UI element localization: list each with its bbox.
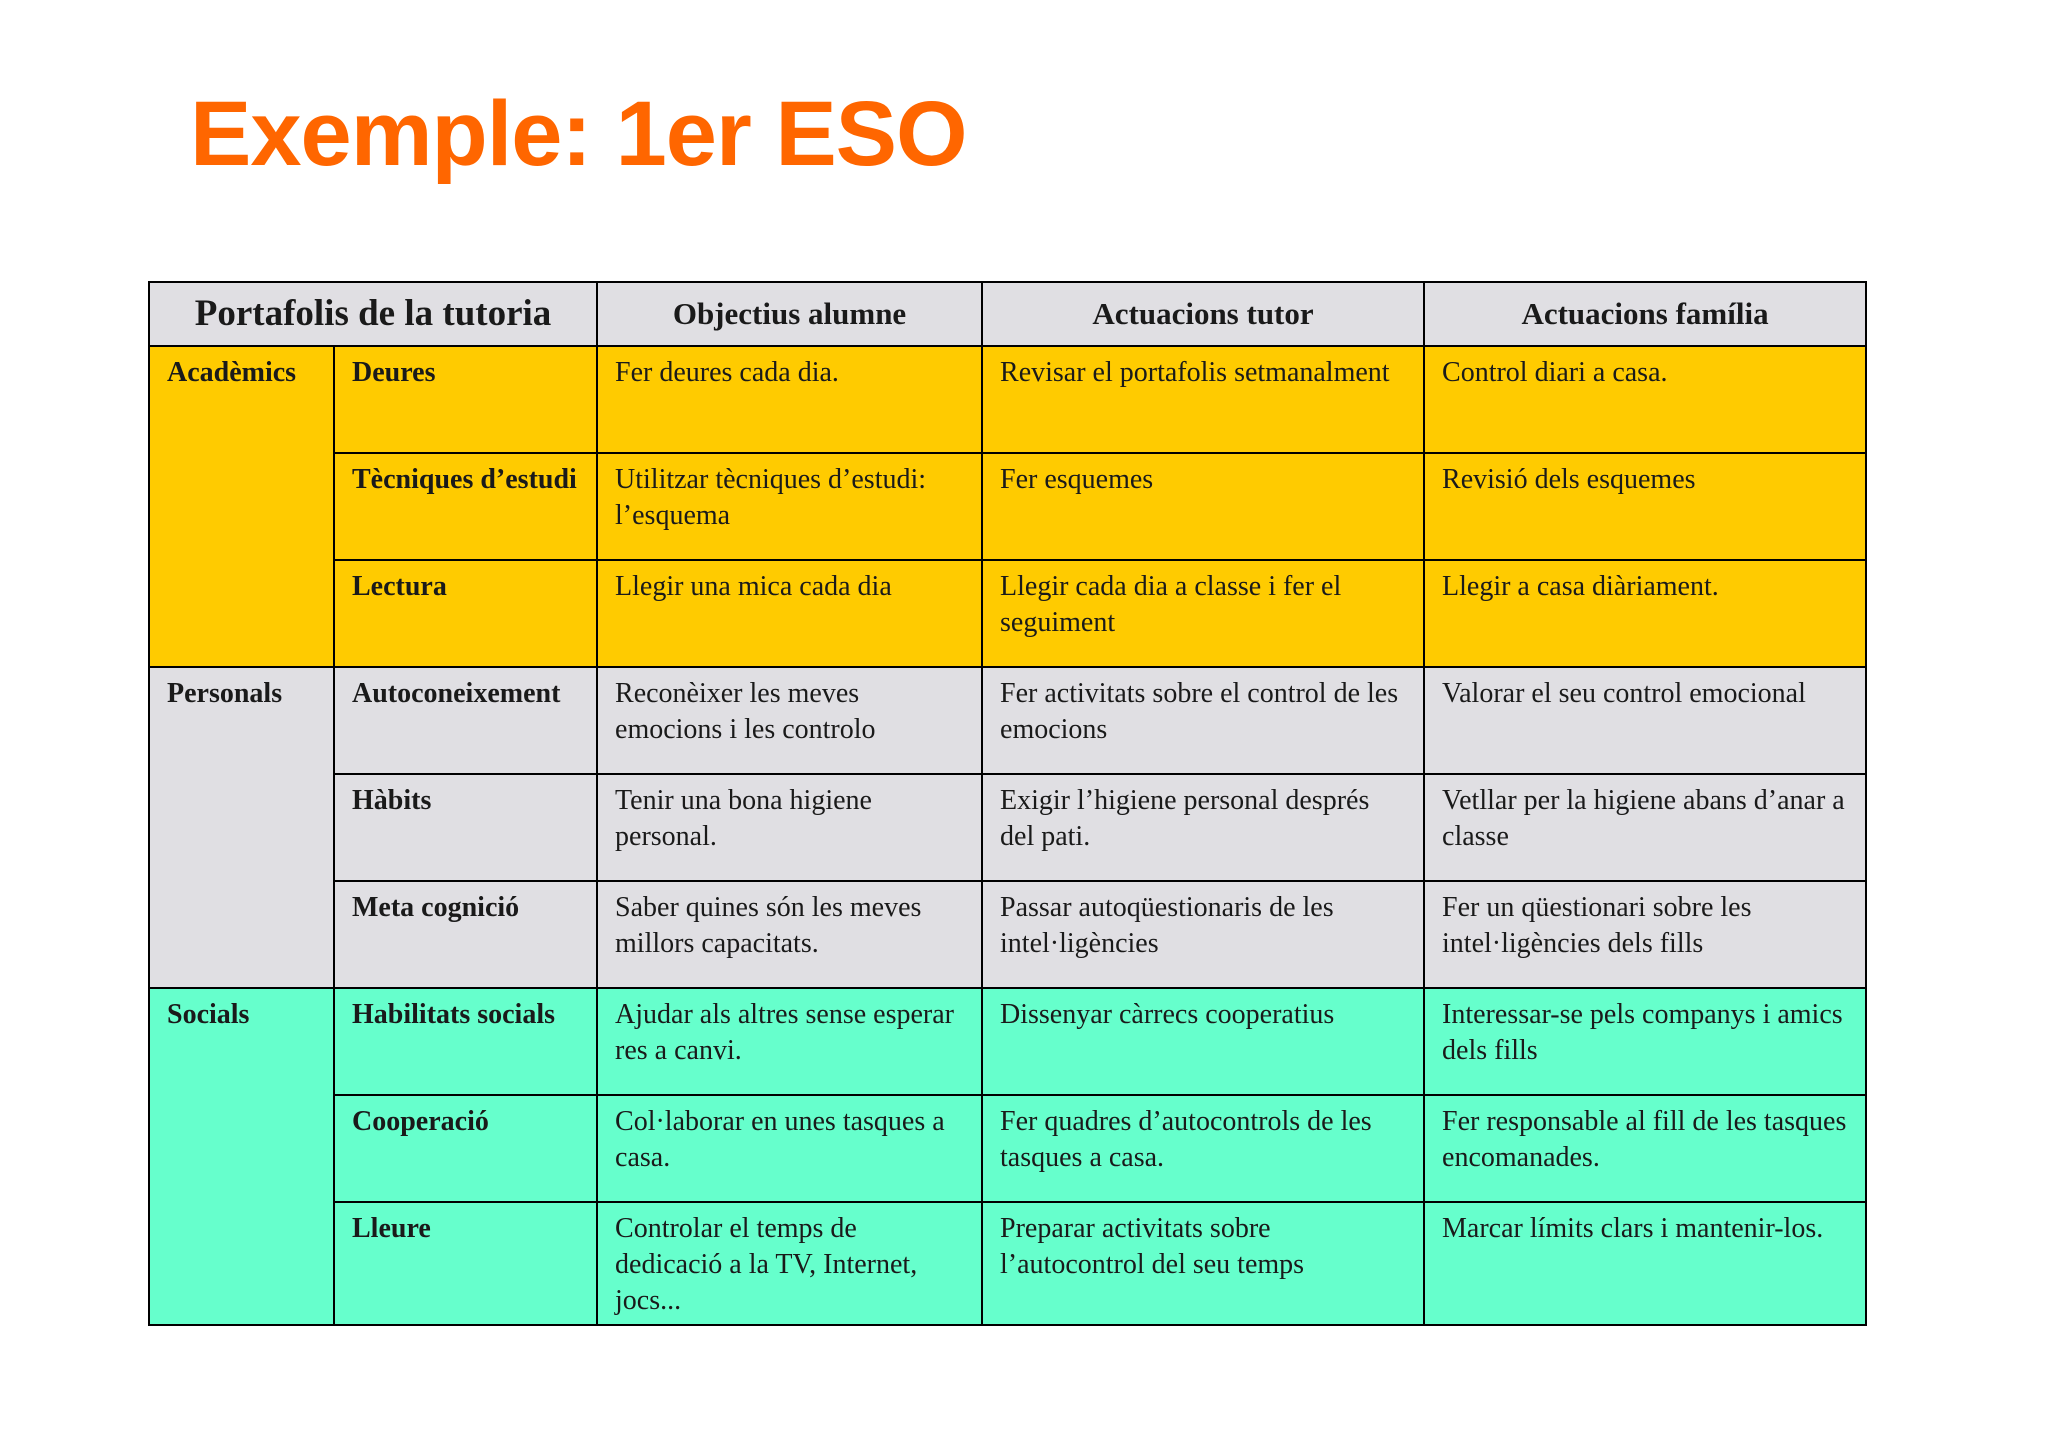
row-label: Lectura bbox=[334, 560, 597, 667]
objectius-cell: Saber quines són les meves millors capacitats. bbox=[597, 881, 982, 988]
table-row bbox=[149, 1202, 1866, 1325]
familia-cell: Valorar el seu control emocional bbox=[1424, 667, 1866, 774]
row-label: Cooperació bbox=[334, 1095, 597, 1202]
familia-cell: Llegir a casa diàriament. bbox=[1424, 560, 1866, 667]
table-row bbox=[149, 453, 1866, 560]
table-header-row bbox=[149, 282, 1866, 346]
objectius-cell: Llegir una mica cada dia bbox=[597, 560, 982, 667]
table-row bbox=[149, 560, 1866, 667]
objectius-cell: Reconèixer les meves emocions i les controlo bbox=[597, 667, 982, 774]
familia-cell: Marcar límits clars i mantenir-los. bbox=[1424, 1202, 1866, 1325]
row-label: Hàbits bbox=[334, 774, 597, 881]
group-label-personals: Personals bbox=[149, 667, 334, 988]
objectius-cell: Fer deures cada dia. bbox=[597, 346, 982, 453]
row-label: Tècniques d’estudi bbox=[334, 453, 597, 560]
header-objectius-alumne: Objectius alumne bbox=[597, 282, 982, 346]
table-row bbox=[149, 1095, 1866, 1202]
header-portfolio: Portafolis de la tutoria bbox=[149, 282, 597, 346]
row-label: Autoconeixement bbox=[334, 667, 597, 774]
objectius-cell: Col·laborar en unes tasques a casa. bbox=[597, 1095, 982, 1202]
familia-cell: Revisió dels esquemes bbox=[1424, 453, 1866, 560]
row-label: Meta cognició bbox=[334, 881, 597, 988]
table-row bbox=[149, 774, 1866, 881]
page-title: Exemple: 1er ESO bbox=[190, 83, 967, 185]
familia-cell: Vetllar per la higiene abans d’anar a classe bbox=[1424, 774, 1866, 881]
objectius-cell: Utilitzar tècniques d’estudi: l’esquema bbox=[597, 453, 982, 560]
portfolio-table bbox=[148, 281, 1867, 1326]
objectius-cell: Tenir una bona higiene personal. bbox=[597, 774, 982, 881]
tutor-cell: Fer quadres d’autocontrols de les tasques a casa. bbox=[982, 1095, 1424, 1202]
familia-cell: Control diari a casa. bbox=[1424, 346, 1866, 453]
familia-cell: Fer responsable al fill de les tasques encomanades. bbox=[1424, 1095, 1866, 1202]
table-row bbox=[149, 881, 1866, 988]
tutor-cell: Passar autoqüestionaris de les intel·ligències bbox=[982, 881, 1424, 988]
group-label-socials: Socials bbox=[149, 988, 334, 1325]
tutor-cell: Preparar activitats sobre l’autocontrol del seu temps bbox=[982, 1202, 1424, 1325]
familia-cell: Interessar-se pels companys i amics dels fills bbox=[1424, 988, 1866, 1095]
tutor-cell: Fer activitats sobre el control de les emocions bbox=[982, 667, 1424, 774]
row-label: Habilitats socials bbox=[334, 988, 597, 1095]
table-row bbox=[149, 346, 1866, 453]
header-actuacions-familia: Actuacions família bbox=[1424, 282, 1866, 346]
objectius-cell: Ajudar als altres sense esperar res a canvi. bbox=[597, 988, 982, 1095]
header-actuacions-tutor: Actuacions tutor bbox=[982, 282, 1424, 346]
group-label-academics: Acadèmics bbox=[149, 346, 334, 667]
objectius-cell: Controlar el temps de dedicació a la TV, Internet, jocs... bbox=[597, 1202, 982, 1325]
tutor-cell: Dissenyar càrrecs cooperatius bbox=[982, 988, 1424, 1095]
tutor-cell: Fer esquemes bbox=[982, 453, 1424, 560]
row-label: Deures bbox=[334, 346, 597, 453]
tutor-cell: Exigir l’higiene personal després del pati. bbox=[982, 774, 1424, 881]
familia-cell: Fer un qüestionari sobre les intel·ligències dels fills bbox=[1424, 881, 1866, 988]
tutor-cell: Llegir cada dia a classe i fer el seguiment bbox=[982, 560, 1424, 667]
table-row bbox=[149, 988, 1866, 1095]
tutor-cell: Revisar el portafolis setmanalment bbox=[982, 346, 1424, 453]
row-label: Lleure bbox=[334, 1202, 597, 1325]
table-row bbox=[149, 667, 1866, 774]
